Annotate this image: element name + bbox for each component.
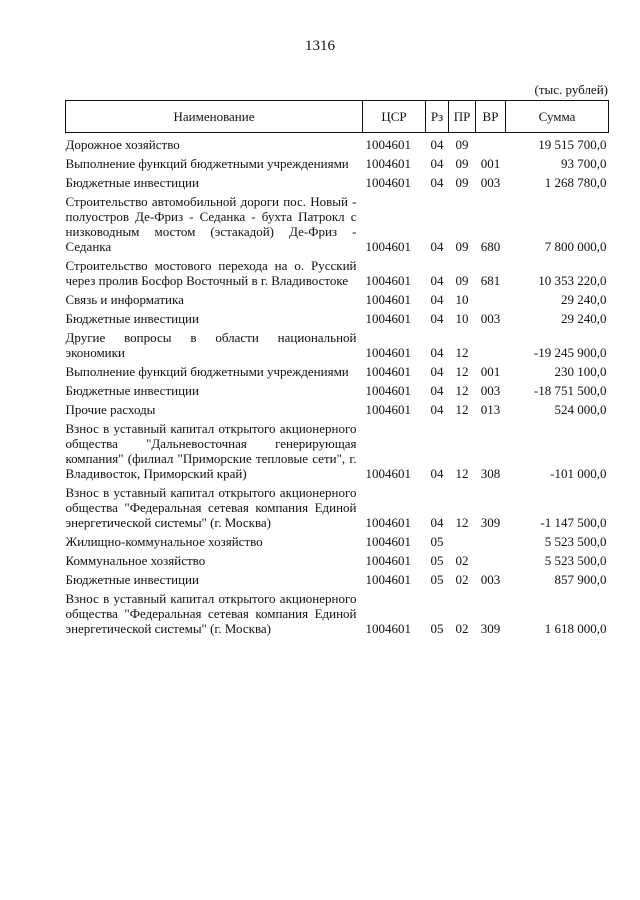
cell-pr: 02 <box>455 572 469 587</box>
cell-sum: 19 515 700,0 <box>538 137 607 152</box>
table-header-row <box>66 101 609 133</box>
cell-rz: 04 <box>430 383 444 398</box>
table-row <box>66 533 609 552</box>
cell-csr: 1004601 <box>365 572 411 587</box>
header-csr: ЦСР <box>363 101 426 133</box>
header-vr: ВР <box>476 101 506 133</box>
cell-rz: 05 <box>430 621 444 636</box>
cell-vr: 680 <box>480 239 501 254</box>
cell-name: Взнос в уставный капитал открытого акционерного общества "Федеральная сетевая компания Единой энергетической системы" (г. Москва) <box>65 485 357 530</box>
table-row <box>66 401 609 420</box>
cell-vr <box>476 133 506 156</box>
table-row <box>66 552 609 571</box>
cell-vr: 309 <box>480 621 501 636</box>
cell-sum: 857 900,0 <box>554 572 607 587</box>
cell-rz: 04 <box>430 137 444 152</box>
cell-vr: 003 <box>480 572 501 587</box>
table-row <box>66 310 609 329</box>
cell-rz: 04 <box>430 273 444 288</box>
header-sum: Сумма <box>506 101 609 133</box>
table-row <box>66 291 609 310</box>
table-row <box>66 420 609 484</box>
cell-sum: 93 700,0 <box>561 156 607 171</box>
cell-sum: 29 240,0 <box>561 292 607 307</box>
cell-name: Взнос в уставный капитал открытого акционерного общества "Дальневосточная генерирующая компания" (филиал "Приморские тепловые сети", г. Владивосток, Приморский край) <box>65 421 357 481</box>
cell-pr: 09 <box>455 273 469 288</box>
cell-vr: 309 <box>480 515 501 530</box>
cell-name: Строительство автомобильной дороги пос. Новый - полуостров Де-Фриз - Седанка - бухта Патрокл с низководным мостом (эстакадой) Де-Фриз - Седанка <box>65 194 357 254</box>
cell-name: Выполнение функций бюджетными учреждениями <box>65 156 349 171</box>
cell-rz: 04 <box>430 515 444 530</box>
cell-vr: 001 <box>480 364 501 379</box>
cell-pr: 12 <box>455 345 469 360</box>
cell-csr: 1004601 <box>365 345 411 360</box>
cell-name: Прочие расходы <box>65 402 156 417</box>
cell-csr: 1004601 <box>365 156 411 171</box>
cell-rz: 05 <box>430 534 444 549</box>
cell-pr: 02 <box>455 621 469 636</box>
cell-vr: 003 <box>480 383 501 398</box>
cell-name: Взнос в уставный капитал открытого акционерного общества "Федеральная сетевая компания Единой энергетической системы" (г. Москва) <box>65 591 357 636</box>
cell-name: Бюджетные инвестиции <box>65 572 199 587</box>
cell-pr: 02 <box>455 553 469 568</box>
units-label: (тыс. рублей) <box>534 82 608 97</box>
cell-name: Бюджетные инвестиции <box>65 311 199 326</box>
table-row <box>66 329 609 363</box>
cell-name: Строительство мостового перехода на о. Русский через пролив Босфор Восточный в г. Владивостоке <box>65 258 357 288</box>
cell-sum: 1 618 000,0 <box>544 621 607 636</box>
cell-pr: 09 <box>455 137 469 152</box>
cell-rz: 04 <box>430 364 444 379</box>
cell-rz: 04 <box>430 292 444 307</box>
cell-name: Другие вопросы в области национальной экономики <box>65 330 357 360</box>
cell-sum: -18 751 500,0 <box>533 383 607 398</box>
cell-rz: 04 <box>430 239 444 254</box>
cell-csr: 1004601 <box>365 364 411 379</box>
table-row <box>66 133 609 156</box>
cell-csr: 1004601 <box>365 534 411 549</box>
table-row <box>66 257 609 291</box>
cell-name: Выполнение функций бюджетными учреждениями <box>65 364 349 379</box>
cell-vr: 681 <box>480 273 501 288</box>
table-row <box>66 484 609 533</box>
cell-rz: 04 <box>430 156 444 171</box>
cell-vr <box>476 552 506 571</box>
cell-name: Связь и информатика <box>65 292 184 307</box>
cell-pr <box>449 533 476 552</box>
cell-pr: 12 <box>455 383 469 398</box>
cell-sum: -101 000,0 <box>550 466 607 481</box>
cell-rz: 04 <box>430 402 444 417</box>
cell-sum: 524 000,0 <box>554 402 607 417</box>
cell-csr: 1004601 <box>365 292 411 307</box>
cell-sum: 5 523 500,0 <box>544 534 607 549</box>
cell-pr: 10 <box>455 292 469 307</box>
cell-sum: -1 147 500,0 <box>540 515 607 530</box>
table-body <box>66 133 609 640</box>
table-row <box>66 363 609 382</box>
header-pr: ПР <box>449 101 476 133</box>
cell-pr: 12 <box>455 466 469 481</box>
cell-pr: 09 <box>455 175 469 190</box>
cell-csr: 1004601 <box>365 137 411 152</box>
cell-pr: 12 <box>455 402 469 417</box>
cell-vr <box>476 329 506 363</box>
cell-sum: 10 353 220,0 <box>538 273 607 288</box>
cell-rz: 04 <box>430 175 444 190</box>
budget-table <box>65 100 609 639</box>
cell-name: Коммунальное хозяйство <box>65 553 206 568</box>
table-row <box>66 193 609 257</box>
cell-rz: 04 <box>430 466 444 481</box>
cell-sum: 7 800 000,0 <box>544 239 607 254</box>
cell-csr: 1004601 <box>365 175 411 190</box>
cell-sum: -19 245 900,0 <box>533 345 607 360</box>
cell-pr: 12 <box>455 515 469 530</box>
header-name: Наименование <box>66 101 363 133</box>
cell-vr: 003 <box>480 175 501 190</box>
cell-name: Жилищно-коммунальное хозяйство <box>65 534 263 549</box>
cell-vr: 013 <box>480 402 501 417</box>
cell-sum: 230 100,0 <box>554 364 607 379</box>
cell-vr <box>476 291 506 310</box>
cell-pr: 09 <box>455 239 469 254</box>
table-row <box>66 590 609 639</box>
cell-sum: 5 523 500,0 <box>544 553 607 568</box>
cell-csr: 1004601 <box>365 239 411 254</box>
cell-csr: 1004601 <box>365 273 411 288</box>
cell-csr: 1004601 <box>365 553 411 568</box>
cell-sum: 29 240,0 <box>561 311 607 326</box>
cell-name: Бюджетные инвестиции <box>65 175 199 190</box>
cell-rz: 05 <box>430 572 444 587</box>
cell-rz: 04 <box>430 345 444 360</box>
cell-pr: 09 <box>455 156 469 171</box>
cell-name: Бюджетные инвестиции <box>65 383 199 398</box>
cell-vr: 003 <box>480 311 501 326</box>
cell-rz: 05 <box>430 553 444 568</box>
cell-csr: 1004601 <box>365 515 411 530</box>
cell-csr: 1004601 <box>365 311 411 326</box>
cell-rz: 04 <box>430 311 444 326</box>
cell-name: Дорожное хозяйство <box>65 137 180 152</box>
cell-csr: 1004601 <box>365 383 411 398</box>
table-row <box>66 571 609 590</box>
cell-vr: 001 <box>480 156 501 171</box>
cell-pr: 12 <box>455 364 469 379</box>
cell-vr <box>476 533 506 552</box>
cell-csr: 1004601 <box>365 466 411 481</box>
page-number: 1316 <box>305 38 335 54</box>
cell-sum: 1 268 780,0 <box>544 175 607 190</box>
cell-csr: 1004601 <box>365 402 411 417</box>
table-row <box>66 382 609 401</box>
cell-csr: 1004601 <box>365 621 411 636</box>
header-rz: Рз <box>426 101 449 133</box>
cell-vr: 308 <box>480 466 501 481</box>
cell-pr: 10 <box>455 311 469 326</box>
table-row <box>66 155 609 174</box>
table-row <box>66 174 609 193</box>
